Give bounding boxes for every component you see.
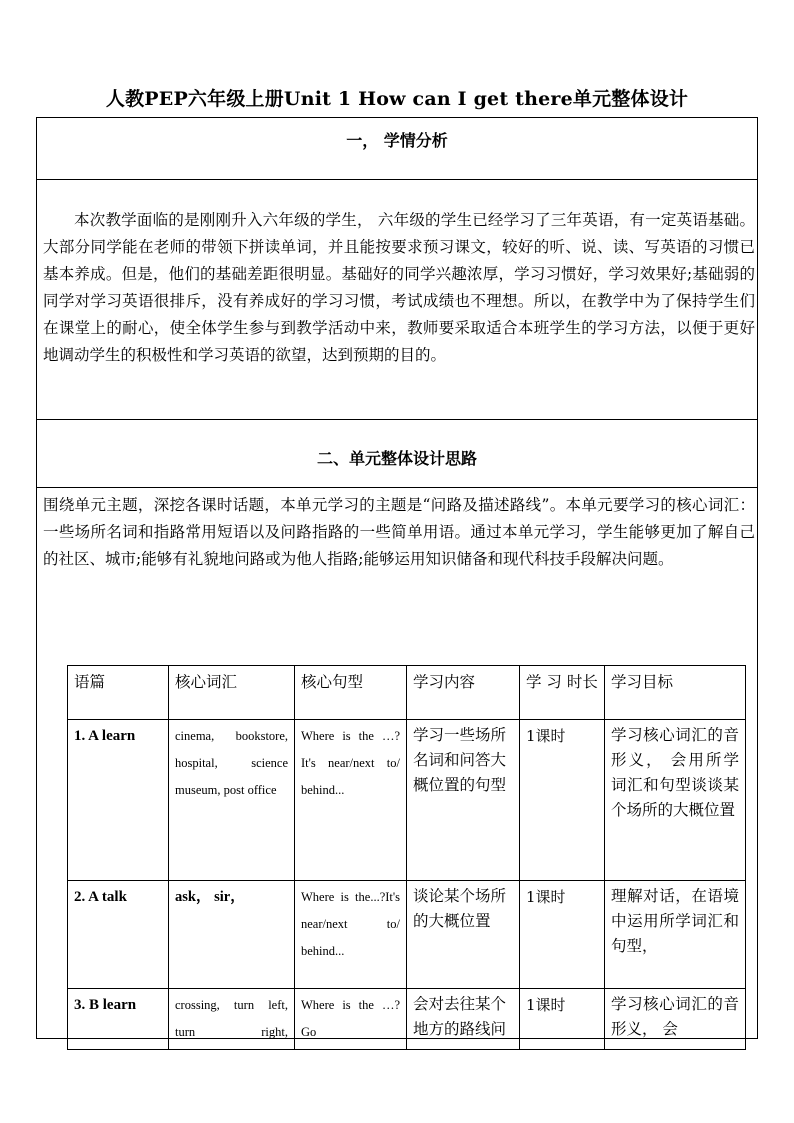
lesson-plan-table xyxy=(67,665,746,1050)
goal-cell: 学习核心词汇的音形义， 会用所学词汇和句型谈谈某个场所的大概位置 xyxy=(605,720,746,881)
content-cell: 学习一些场所名词和问答大概位置的句型 xyxy=(407,720,520,881)
divider xyxy=(37,487,757,488)
section-2-body: 围绕单元主题，深挖各课时话题，本单元学习的主题是“问路及描述路线”。本单元要学习的核心词汇：一些场所名词和指路常用短语以及问路指路的一些简单用语。通过本单元学习，学生能够更加了解自己的社区、城市;能够有礼貌地问路或为他人指路;能够运用知识储备和现代科技手段解决问题。 xyxy=(43,496,755,568)
divider xyxy=(37,419,757,420)
divider xyxy=(37,179,757,180)
duration-cell: 1课时 xyxy=(520,720,605,881)
duration-cell: 1课时 xyxy=(520,989,605,1050)
header-cell: 学习内容 xyxy=(407,666,520,720)
section-1-body: 本次教学面临的是刚刚升入六年级的学生， 六年级的学生已经学习了三年英语，有一定英语基础。大部分同学能在老师的带领下拼读单词，并且能按要求预习课文，较好的听、说、读、写英语的习惯已基本养成。但是，他们的基础差距很明显。基础好的同学兴趣浓厚，学习习惯好，学习效果好;基础弱的同学对学习英语很排斥，没有养成好的学习习惯，考试成绩也不理想。所以，在教学中为了保持学生们在课堂上的耐心，使全体学生参与到教学活动中来，教师要采取适合本班学生的学习方法，以便于更好地调动学生的积极性和学习英语的欲望，达到预期的目的。 xyxy=(43,211,755,364)
header-cell: 核心句型 xyxy=(295,666,407,720)
pattern-cell: Where is the …?Go xyxy=(295,989,407,1050)
header-cell: 学习目标 xyxy=(605,666,746,720)
header-cell: 语篇 xyxy=(68,666,169,720)
design-table xyxy=(36,117,758,1039)
header-cell: 学 习 时长 xyxy=(520,666,605,720)
goal-cell: 理解对话，在语境中运用所学词汇和句型， xyxy=(605,881,746,989)
table-header-row xyxy=(68,666,746,720)
content-cell: 谈论某个场所的大概位置 xyxy=(407,881,520,989)
header-cell: 核心词汇 xyxy=(169,666,295,720)
content-cell: 会对去往某个地方的路线问 xyxy=(407,989,520,1050)
lesson-cell: 3. B learn xyxy=(68,989,169,1050)
table-row xyxy=(68,720,746,881)
vocab-cell: ask， sir， xyxy=(169,881,295,989)
section-2-heading: 二、单元整体设计思路 xyxy=(316,449,477,468)
vocab-cell: cinema, bookstore, hospital, science museum, post office xyxy=(169,720,295,881)
duration-cell: 1课时 xyxy=(520,881,605,989)
table-row xyxy=(68,989,746,1050)
section-1-heading: 一， 学情分析 xyxy=(346,131,448,150)
vocab-cell: crossing, turn left, turn right, xyxy=(169,989,295,1050)
lesson-cell: 2. A talk xyxy=(68,881,169,989)
document-title: 人教PEP六年级上册Unit 1 How can I get there单元整体设计 xyxy=(105,88,689,110)
pattern-cell: Where is the …?It's near/next to/ behind... xyxy=(295,720,407,881)
lesson-cell: 1. A learn xyxy=(68,720,169,881)
table-row xyxy=(68,881,746,989)
pattern-cell: Where is the...?It's near/next to/ behind... xyxy=(295,881,407,989)
goal-cell: 学习核心词汇的音形义， 会 xyxy=(605,989,746,1050)
